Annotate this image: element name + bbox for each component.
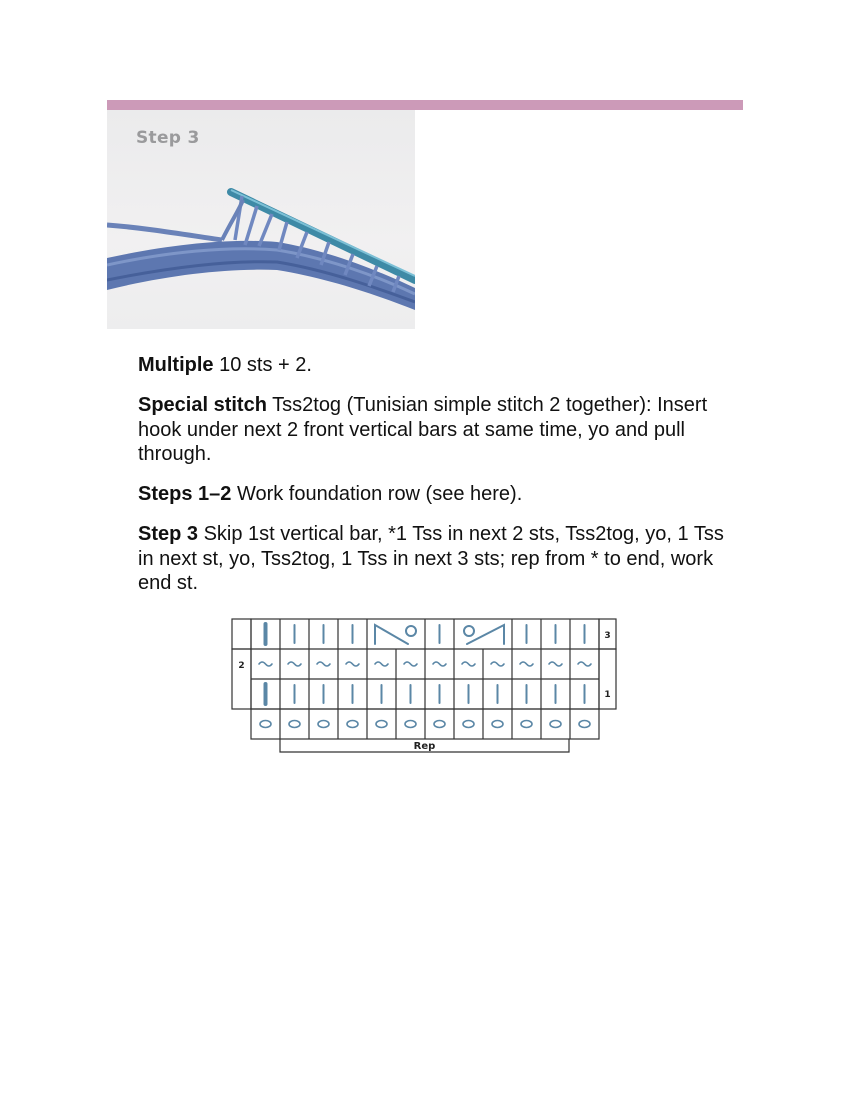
photo-step-label: Step 3 — [136, 128, 200, 148]
chart-grid — [232, 619, 616, 752]
row-label-3: 3 — [604, 631, 611, 641]
repeat-label: Rep — [413, 741, 436, 752]
label-steps-1-2: Steps 1–2 — [138, 483, 232, 505]
text-steps-1-2: Work foundation row (see here). — [231, 483, 523, 505]
label-special-stitch: Special stitch — [138, 394, 267, 416]
text-special-stitch: Tss2tog (Tunisian simple stitch 2 together): Insert hook under next 2 front vertical bars at same time, yo and pull through. — [138, 394, 708, 465]
tss2tog-yo-symbol — [375, 625, 416, 644]
text-multiple: 10 sts + 2. — [213, 354, 312, 376]
label-multiple: Multiple — [138, 354, 214, 376]
text-step-3: Skip 1st vertical bar, *1 Tss in next 2 sts, Tss2tog, yo, 1 Tss in next st, yo, Tss2tog, 1 Tss in next 3 sts; rep from * to end, work end st. — [138, 523, 724, 594]
yo-tss2tog-symbol — [464, 625, 504, 644]
row-label-1: 1 — [604, 690, 611, 700]
label-step-3: Step 3 — [138, 523, 199, 545]
row-label-2: 2 — [238, 661, 245, 671]
